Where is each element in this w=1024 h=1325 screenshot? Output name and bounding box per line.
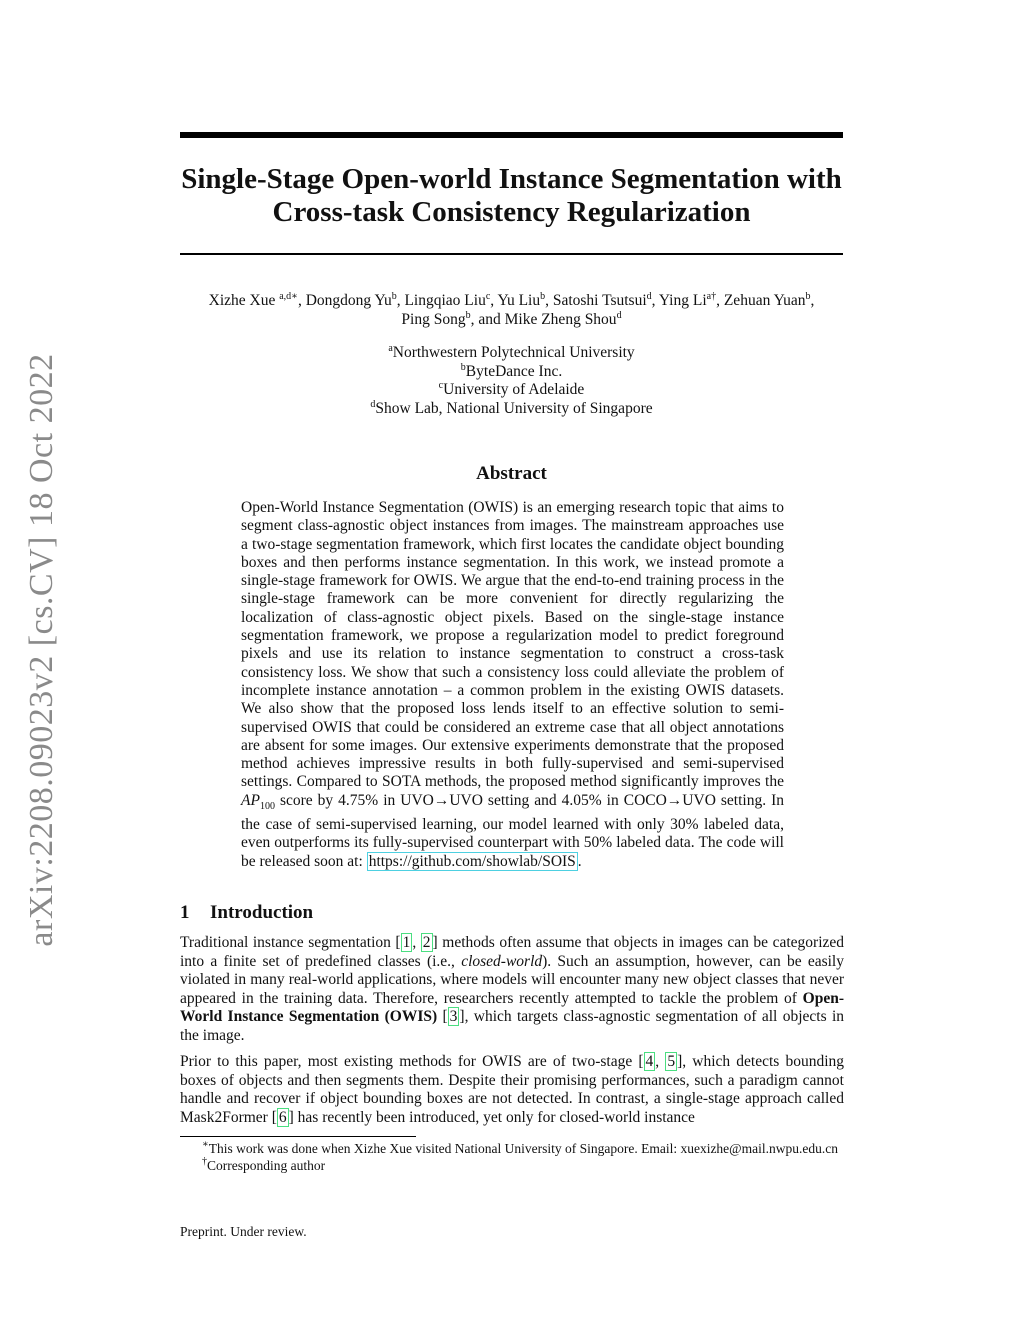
affiliation: $^b$ByteDance Inc. — [460, 361, 563, 380]
code-link[interactable]: https://github.com/showlab/SOIS — [368, 852, 576, 870]
affiliation: $^c$University of Adelaide — [438, 380, 585, 398]
citation-link[interactable]: 6 — [278, 1108, 287, 1126]
paper-title — [180, 163, 843, 229]
footnotes — [180, 1140, 844, 1174]
title-line-1: Single-Stage Open-world Instance Segmentation with — [181, 163, 842, 195]
intro-paragraph-1: Traditional instance segmentation [ 1 , 2 ] methods often assume that objects in images can be categorized into a finite set of predefined classes (i.e., closed-world). Such an assumption, however, can be easily violated in many real-world applications, where models will encounter many new object classes that never appeared in the training data. Therefore, researchers recently attempted to tackle the problem of Open-World Instance Segmentation (OWIS) [ 3 ], which targets class-agnostic segmentation of all objects in the image. — [180, 934, 845, 1044]
citation-link[interactable]: 3 — [449, 1008, 458, 1025]
author: Dongdong Yu$^b$ — [305, 291, 397, 309]
citation-link[interactable]: 1 — [402, 934, 411, 951]
arxiv-stamp-text: arXiv:2208.09023v2 [cs.CV] 18 Oct 2022 — [23, 353, 60, 947]
author: Lingqiao Liu$^c$ — [404, 291, 491, 309]
author-list: Xizhe Xue $^{a,d∗}$, Dongdong Yu$^b$, Lingqiao Liu$^c$, Yu Liu$^b$, Satoshi Tsutsui$^d$, Ying $Li^{a\dagger}$, Zehuan Yuan$^b$, Ping Song$^b$, and Mike Zheng Shou$^d$ — [208, 291, 815, 328]
affiliation: $^d$Show Lab, National University of Singapore — [370, 398, 653, 417]
author: Ying $Li^{a\dagger}$ — [658, 291, 717, 309]
affiliation: $^a$Northwestern Polytechnical University — [388, 343, 635, 361]
title-line-2: Cross-task Consistency Regularization — [272, 196, 751, 228]
author: Ping Song$^b$ — [401, 310, 471, 328]
title-rule-top — [180, 132, 843, 138]
section-number: 1 — [180, 902, 190, 923]
footnote-1: ∗This work was done when Xizhe Xue visited National University of Singapore. Email: xuexizhe@mail.nwpu.edu.cn — [202, 1139, 838, 1156]
abstract-text: Open-World Instance Segmentation (OWIS) is an emerging research topic that aims to segment class-agnostic object instances from images. The mainstream approaches use a two-stage segmentation framework, which first locates the candidate object bounding boxes and then performs instance segmentation. In this work, we instead promote a single-stage framework for OWIS. We argue that the end-to-end training process in the single-stage framework can be more convenient for directly regularizing the localization of class-agnostic object pixels. Based on the single-stage instance segmentation framework, we propose a regularization model to predict foreground pixels and use its relation to instance segmentation to construct a cross-task consistency loss. We show that such a consistency loss could alleviate the problem of incomplete instance annotation – a common problem in the existing OWIS datasets. We also show that the proposed loss lends itself to an effective solution to semi-supervised OWIS that could be considered an extreme case that all object annotations are absent for some images. Our extensive experiments demonstrate that the proposed method achieves impressive results in both fully-supervised and semi-supervised settings. Compared to SOTA methods, the proposed method significantly improves the $AP_{100}$ score by 4.75% in UVO→UVO setting and 4.05% in COCO→UVO setting. In the case of semi-supervised learning, our model learned with only 30% labeled data, even outperforms its fully-supervised counterpart with 50% labeled data. The code will be released soon at: https://github.com/showlab/SOIS . — [241, 499, 785, 870]
arxiv-stamp — [18, 353, 66, 947]
author: Yu Liu$^b$ — [497, 291, 546, 309]
title-rule-bottom — [180, 253, 843, 255]
author: Satoshi Tsutsui$^d$ — [552, 291, 652, 309]
footnote-2: †Corresponding author — [202, 1156, 326, 1173]
section-title: Introduction — [210, 902, 314, 923]
footnote-rule — [180, 1136, 416, 1137]
intro-paragraph-2: Prior to this paper, most existing methods for OWIS are of two-stage [ 4 , 5 ], which detects bounding boxes of objects and then segments them. Despite their promising performances, such a paradigm cannot handle and recover if object bounding boxes are not detected. In contrast, a single-stage approach called Mask2Former [ 6 ] has recently been introduced, yet only for closed-world instance — [180, 1053, 845, 1126]
abstract-heading: Abstract — [476, 463, 547, 484]
ap-metric: $AP_{100}$ — [241, 791, 275, 812]
author: Zehuan Yuan$^b$ — [723, 291, 811, 309]
preprint-notice: Preprint. Under review. — [180, 1224, 307, 1239]
section-heading-introduction — [180, 902, 313, 924]
citation-link[interactable]: 5 — [667, 1053, 676, 1070]
affiliation-list — [180, 344, 843, 418]
author: Mike Zheng Shou$^d$ — [504, 310, 622, 328]
citation-link[interactable]: 4 — [645, 1053, 654, 1070]
author: Xizhe Xue $^{a,d∗}$ — [208, 291, 298, 309]
citation-link[interactable]: 2 — [422, 934, 431, 951]
